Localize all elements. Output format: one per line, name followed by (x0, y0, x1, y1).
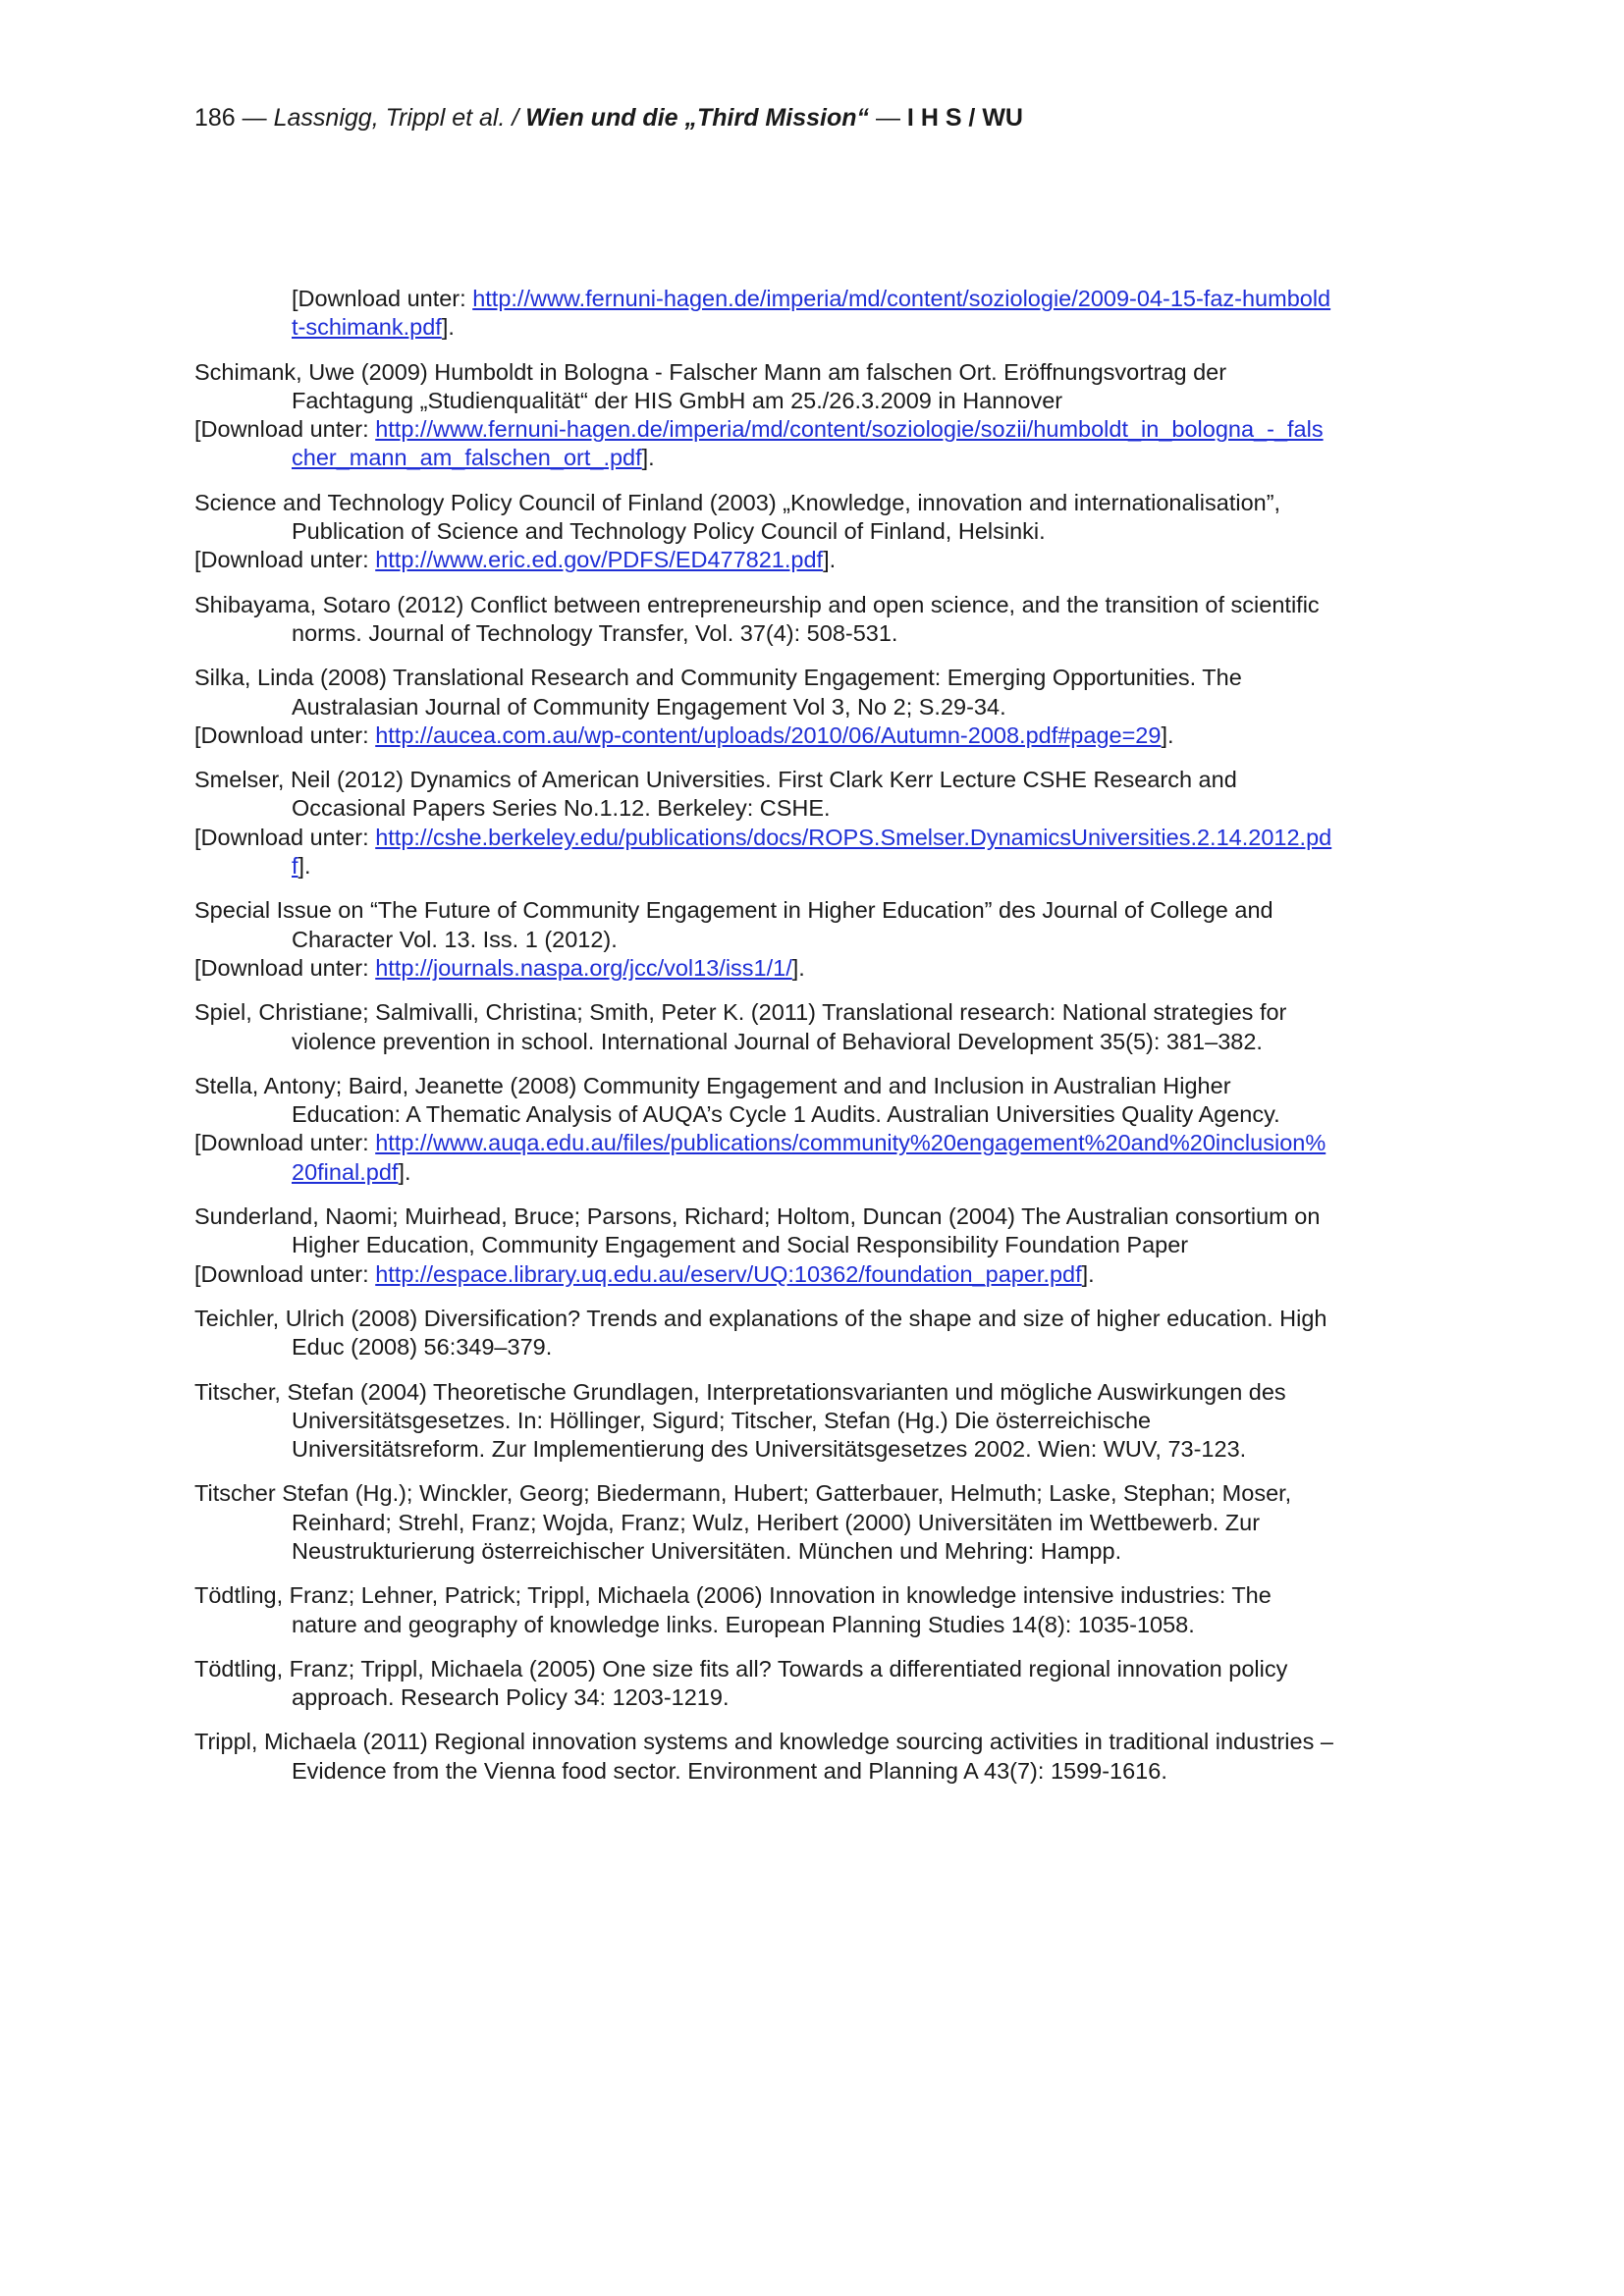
reference-text: Teichler, Ulrich (2008) Diversification? Trends and explanations of the shape and size of higher education. High Educ (2008) 56:349–379. (194, 1305, 1327, 1361)
download-suffix: ]. (1161, 721, 1174, 748)
reference-link[interactable]: http://journals.naspa.org/jcc/vol13/iss1/1/ (375, 954, 792, 981)
download-suffix: ]. (641, 445, 655, 471)
reference-entry (194, 896, 1333, 983)
header-institutions: I H S / WU (906, 104, 1023, 132)
reference-text: Titscher Stefan (Hg.); Winckler, Georg; Biedermann, Hubert; Gatterbauer, Helmuth; Laske, Stephan; Moser, Reinhard; Strehl, Franz; Wojda, Franz; Wulz, Heribert (2000) Universitäten im Wettbewerb. Zur Neustrukturierung österreichischer Universitäten. München und Mehring: Hampp. (194, 1480, 1292, 1564)
reference-entry (194, 1202, 1333, 1289)
download-label: [Download unter: (292, 286, 473, 311)
download-line (194, 415, 1333, 473)
reference-link[interactable]: http://espace.library.uq.edu.au/eserv/UQ:10362/foundation_paper.pdf (375, 1260, 1082, 1287)
reference-entry (194, 1581, 1333, 1639)
reference-entry (194, 1072, 1333, 1187)
reference-entry (194, 1479, 1333, 1566)
reference-entry (194, 1655, 1333, 1713)
download-line (292, 285, 1333, 343)
reference-entry (194, 1305, 1333, 1362)
reference-entry (194, 1728, 1333, 1786)
download-suffix: ]. (791, 954, 805, 981)
download-suffix: ]. (823, 547, 837, 573)
reference-entry (194, 1378, 1333, 1465)
reference-text: Tödtling, Franz; Lehner, Patrick; Trippl, Michaela (2006) Innovation in knowledge intensive industries: The nature and geography of knowledge links. European Planning Studies 14(8): 1035-1058. (194, 1582, 1272, 1637)
reference-link[interactable]: http://www.fernuni-hagen.de/imperia/md/content/soziologie/2009-04-15-faz-humboldt-schimank.pdf (292, 286, 1331, 341)
reference-text: Trippl, Michaela (2011) Regional innovation systems and knowledge sourcing activities in traditional industries – Evidence from the Vienna food sector. Environment and Planning A 43(7): 1599-1616. (194, 1729, 1333, 1784)
download-suffix: ]. (398, 1158, 411, 1185)
reference-text: Tödtling, Franz; Trippl, Michaela (2005) One size fits all? Towards a differentiated regional innovation policy approach. Research Policy 34: 1203-1219. (194, 1655, 1288, 1711)
reference-text: Shibayama, Sotaro (2012) Conflict between entrepreneurship and open science, and the transition of scientific norms. Journal of Technology Transfer, Vol. 37(4): 508-531. (194, 591, 1320, 646)
download-label: [Download unter: (194, 721, 376, 748)
reference-list (194, 285, 1333, 1801)
download-line (194, 546, 1333, 574)
reference-text: Science and Technology Policy Council of Finland (2003) „Knowledge, innovation and internationalisation”, Publication of Science and Technology Policy Council of Finland, Helsinki. (194, 489, 1281, 545)
reference-entry (194, 664, 1333, 750)
reference-entry (194, 489, 1333, 575)
reference-link[interactable]: http://www.eric.ed.gov/PDFS/ED477821.pdf (375, 547, 824, 573)
reference-text: Special Issue on “The Future of Community Engagement in Higher Education” des Journal of College and Character Vol. 13. Iss. 1 (2012). (194, 897, 1273, 952)
reference-link[interactable]: http://cshe.berkeley.edu/publications/docs/ROPS.Smelser.DynamicsUniversities.2.14.2012.pdf (292, 824, 1332, 880)
download-suffix: ]. (441, 314, 455, 341)
reference-entry (292, 285, 1333, 343)
download-label: [Download unter: (194, 416, 376, 443)
running-header: 186 — Lassnigg, Trippl et al. / Wien und die „Third Mission“ — I H S / WU (194, 104, 1023, 132)
download-suffix: ]. (298, 853, 311, 880)
reference-entry (194, 766, 1333, 881)
download-line (194, 954, 1333, 983)
reference-text: Spiel, Christiane; Salmivalli, Christina; Smith, Peter K. (2011) Translational research: National strategies for violence prevention in school. International Journal of Behavioral Development 35(5): 381–382. (194, 999, 1287, 1054)
download-line (194, 721, 1333, 750)
reference-entry (194, 998, 1333, 1056)
reference-link[interactable]: http://www.fernuni-hagen.de/imperia/md/content/soziologie/sozii/humboldt_in_bologna_-_falscher_mann_am_falschen_ort_.pdf (292, 416, 1324, 471)
download-suffix: ]. (1081, 1260, 1095, 1287)
download-label: [Download unter: (194, 824, 376, 850)
header-title: Wien und die „Third Mission“ (525, 104, 870, 132)
reference-text: Silka, Linda (2008) Translational Research and Community Engagement: Emerging Opportunities. The Australasian Journal of Community Engagement Vol 3, No 2; S.29-34. (194, 665, 1242, 720)
reference-text: Titscher, Stefan (2004) Theoretische Grundlagen, Interpretationsvarianten und mögliche Auswirkungen des Universitätsgesetzes. In: Höllinger, Sigurd; Titscher, Stefan (Hg.) Die österreichische Universitätsreform. Zur Implementierung des Universitätsgesetzes 2002. Wien: WUV, 73-123. (194, 1378, 1286, 1463)
reference-text: Smelser, Neil (2012) Dynamics of American Universities. First Clark Kerr Lecture CSHE Research and Occasional Papers Series No.1.12. Berkeley: CSHE. (194, 767, 1237, 822)
reference-link[interactable]: http://aucea.com.au/wp-content/uploads/2010/06/Autumn-2008.pdf#page=29 (375, 721, 1162, 748)
download-label: [Download unter: (194, 547, 376, 573)
page-number: 186 (194, 104, 236, 132)
download-line (194, 1260, 1333, 1289)
download-label: [Download unter: (194, 1260, 376, 1287)
reference-entry (194, 591, 1333, 649)
reference-text: Sunderland, Naomi; Muirhead, Bruce; Parsons, Richard; Holtom, Duncan (2004) The Australian consortium on Higher Education, Community Engagement and Social Responsibility Foundation Paper (194, 1203, 1321, 1258)
download-label: [Download unter: (194, 1130, 376, 1156)
reference-entry (194, 358, 1333, 473)
download-label: [Download unter: (194, 954, 376, 981)
reference-text: Schimank, Uwe (2009) Humboldt in Bologna - Falscher Mann am falschen Ort. Eröffnungsvortrag der Fachtagung „Studienqualität“ der HIS GmbH am 25./26.3.2009 in Hannover (194, 358, 1227, 413)
reference-link[interactable]: http://www.auqa.edu.au/files/publications/community%20engagement%20and%20inclusion%20final.pdf (292, 1130, 1326, 1185)
download-line (194, 1129, 1333, 1187)
download-line (194, 824, 1333, 881)
reference-text: Stella, Antony; Baird, Jeanette (2008) Community Engagement and and Inclusion in Australian Higher Education: A Thematic Analysis of AUQA’s Cycle 1 Audits. Australian Universities Quality Agency. (194, 1072, 1280, 1128)
header-authors: Lassnigg, Trippl et al. / (273, 104, 526, 132)
